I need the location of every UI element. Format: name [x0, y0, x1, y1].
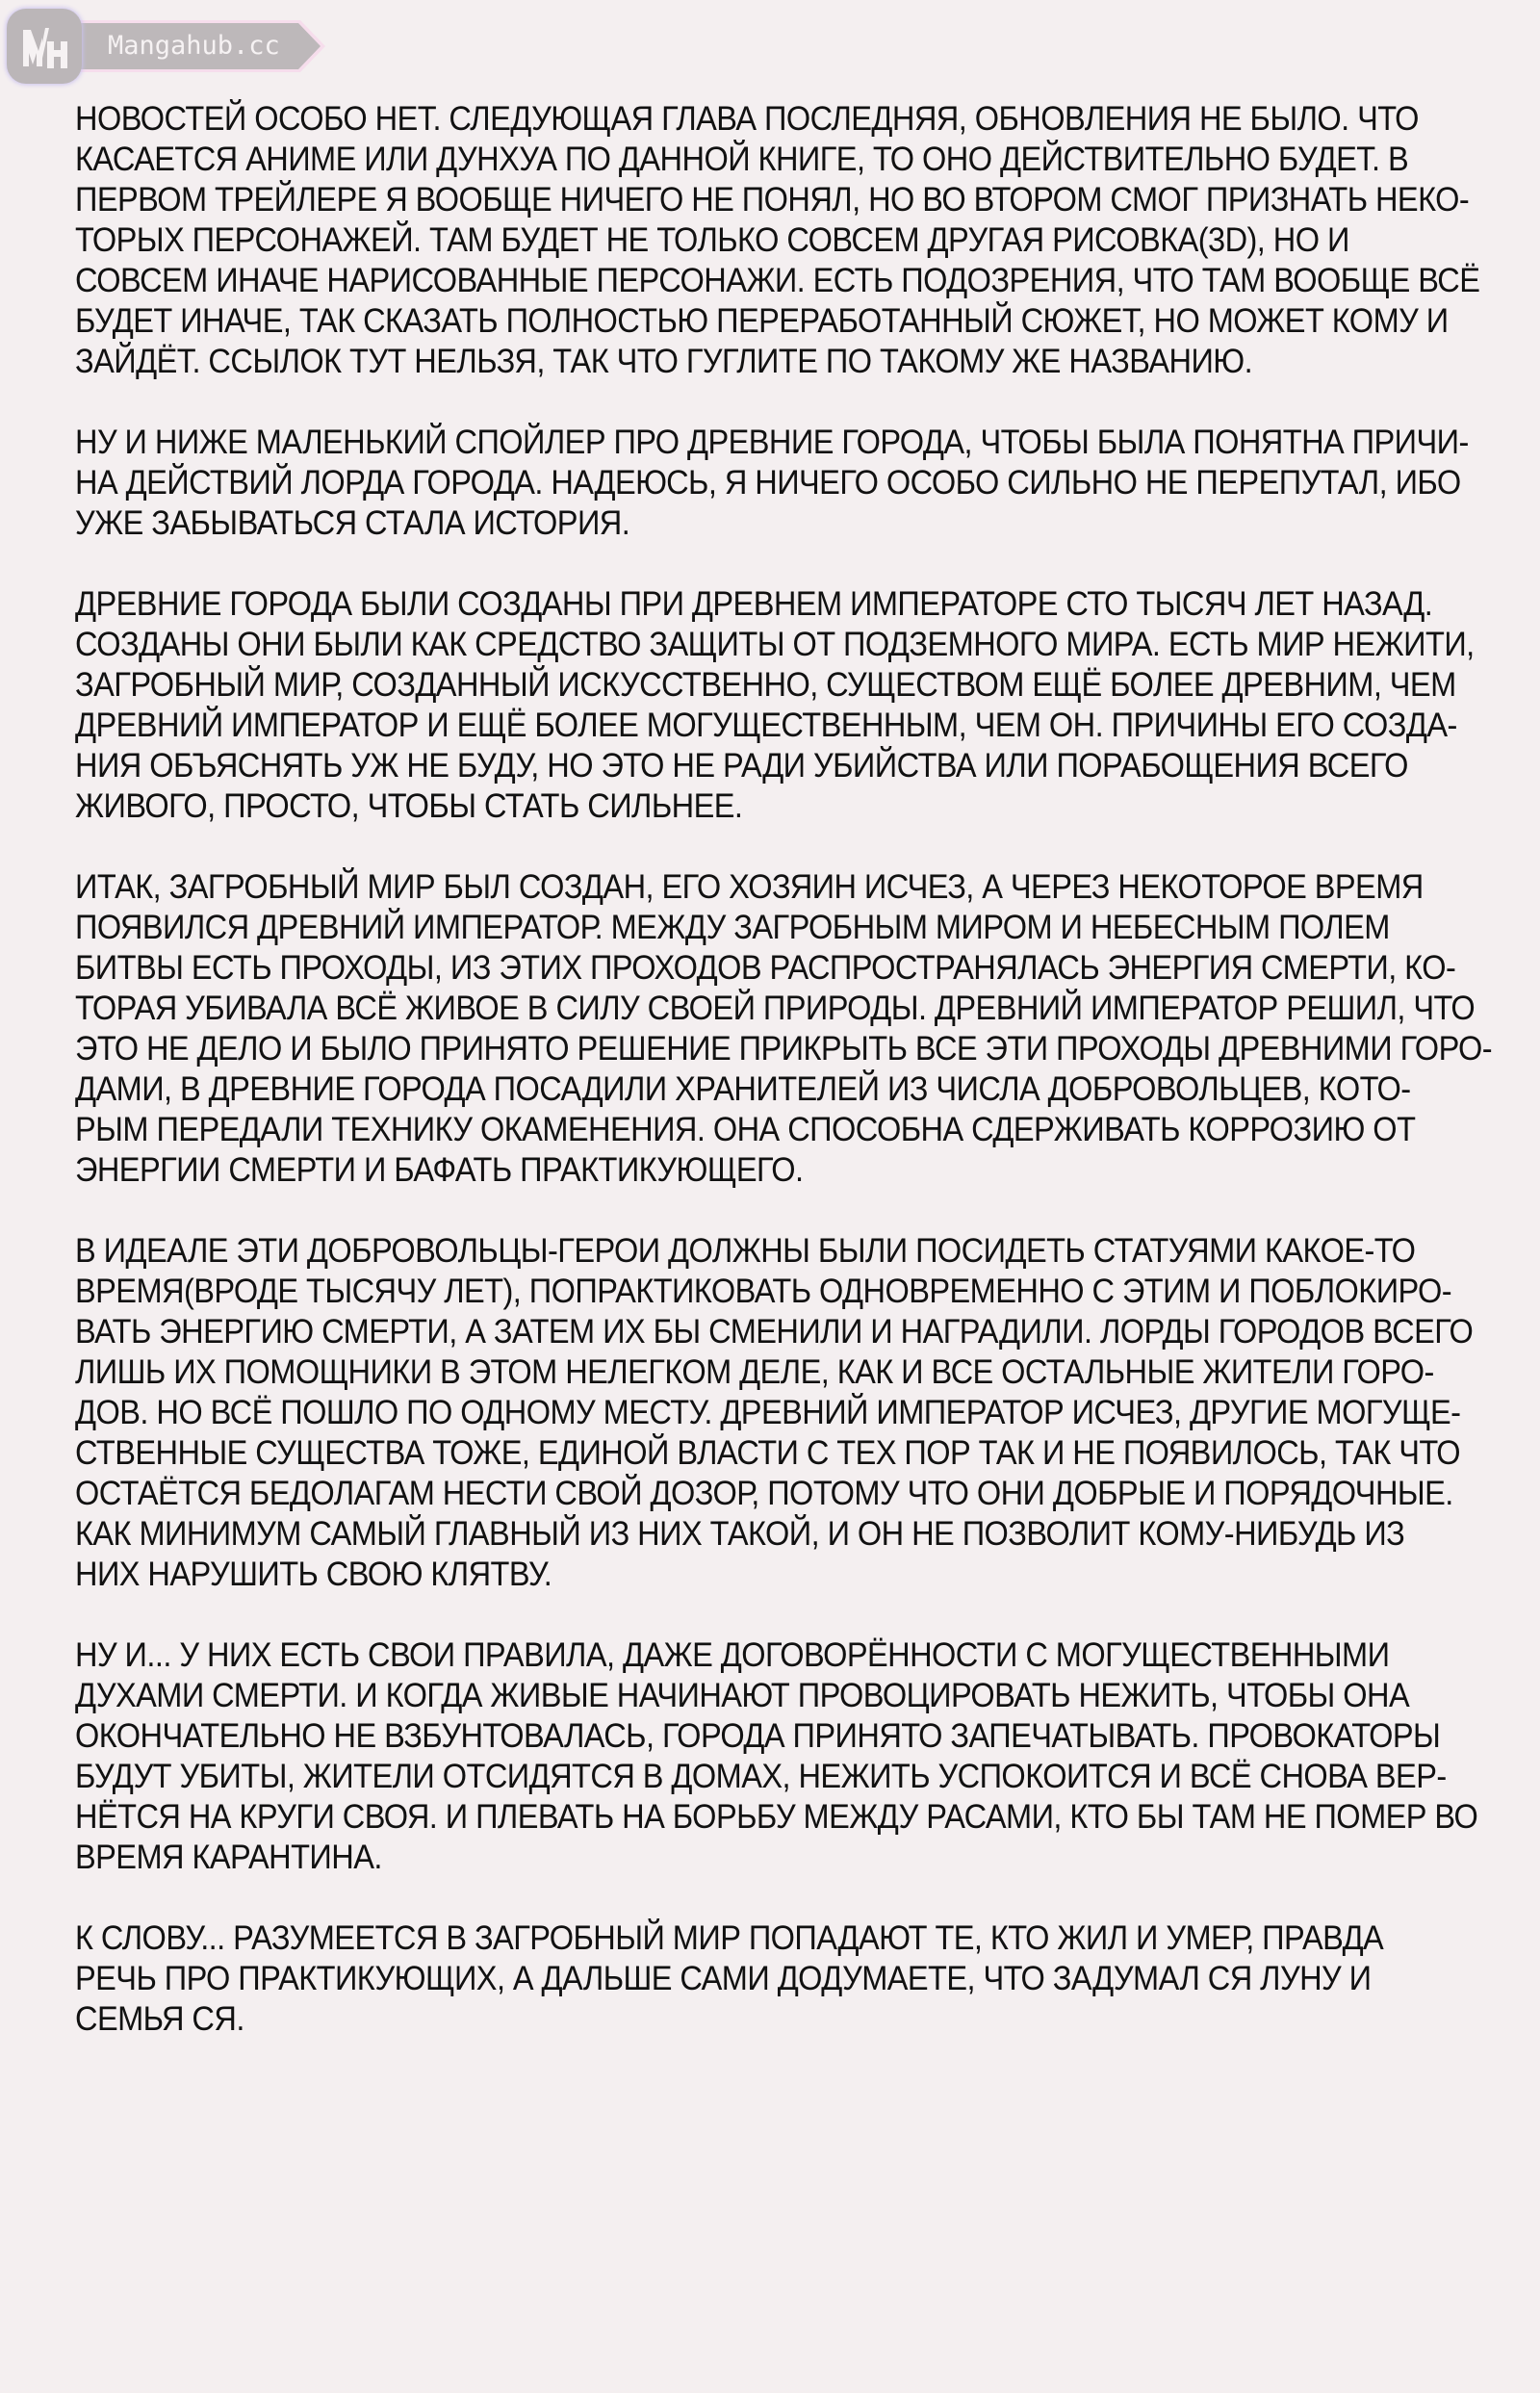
- text-line: ТОРЫХ ПЕРСОНАЖЕЙ. ТАМ БУДЕТ НЕ ТОЛЬКО СОВСЕМ ДРУГАЯ РИСОВКА(3D), НО И: [75, 221, 1349, 259]
- text-line: ЭТО НЕ ДЕЛО И БЫЛО ПРИНЯТО РЕШЕНИЕ ПРИКРЫТЬ ВСЕ ЭТИ ПРОХОДЫ ДРЕВНИМИ ГОРО-: [75, 1030, 1493, 1068]
- text-line: ДРЕВНИЕ ГОРОДА БЫЛИ СОЗДАНЫ ПРИ ДРЕВНЕМ ИМПЕРАТОРЕ СТО ТЫСЯЧ ЛЕТ НАЗАД.: [75, 585, 1433, 623]
- site-name-label: Mangahub.cc: [108, 31, 280, 61]
- text-line: ЭНЕРГИИ СМЕРТИ И БАФАТЬ ПРАКТИКУЮЩЕГО.: [75, 1151, 804, 1189]
- text-line: ОКОНЧАТЕЛЬНО НЕ ВЗБУНТОВАЛАСЬ, ГОРОДА ПРИНЯТО ЗАПЕЧАТЫВАТЬ. ПРОВОКАТОРЫ: [75, 1717, 1441, 1755]
- text-line: НА ДЕЙСТВИЙ ЛОРДА ГОРОДА. НАДЕЮСЬ, Я НИЧЕГО ОСОБО СИЛЬНО НЕ ПЕРЕПУТАЛ, ИБО: [75, 464, 1461, 502]
- paragraph: [75, 867, 1493, 1191]
- text-line: ТОРАЯ УБИВАЛА ВСЁ ЖИВОЕ В СИЛУ СВОЕЙ ПРИРОДЫ. ДРЕВНИЙ ИМПЕРАТОР РЕШИЛ, ЧТО: [75, 990, 1476, 1027]
- text-line: ВРЕМЯ КАРАНТИНА.: [75, 1839, 382, 1876]
- mangahub-logo-icon: [7, 9, 82, 84]
- text-line: ПЕРВОМ ТРЕЙЛЕРЕ Я ВООБЩЕ НИЧЕГО НЕ ПОНЯЛ, НО ВО ВТОРОМ СМОГ ПРИЗНАТЬ НЕКО-: [75, 181, 1470, 219]
- paragraph: [75, 1918, 1399, 2040]
- text-line: В ИДЕАЛЕ ЭТИ ДОБРОВОЛЬЦЫ-ГЕРОИ ДОЛЖНЫ БЫЛИ ПОСИДЕТЬ СТАТУЯМИ КАКОЕ-ТО: [75, 1232, 1416, 1270]
- text-line: ЗАЙДЁТ. ССЫЛОК ТУТ НЕЛЬЗЯ, ТАК ЧТО ГУГЛИТЕ ПО ТАКОМУ ЖЕ НАЗВАНИЮ.: [75, 343, 1253, 380]
- text-line: СЕМЬЯ СЯ.: [75, 2000, 244, 2038]
- paragraph: [75, 584, 1475, 827]
- text-line: ДАМИ, В ДРЕВНИЕ ГОРОДА ПОСАДИЛИ ХРАНИТЕЛЕЙ ИЗ ЧИСЛА ДОБРОВОЛЬЦЕВ, КОТО-: [75, 1070, 1411, 1108]
- text-line: К СЛОВУ... РАЗУМЕЕТСЯ В ЗАГРОБНЫЙ МИР ПОПАДАЮТ ТЕ, КТО ЖИЛ И УМЕР, ПРАВДА: [75, 1919, 1384, 1957]
- paragraph: [75, 99, 1480, 382]
- text-line: КАСАЕТСЯ АНИМЕ ИЛИ ДУНХУА ПО ДАННОЙ КНИГЕ, ТО ОНО ДЕЙСТВИТЕЛЬНО БУДЕТ. В: [75, 141, 1409, 178]
- text-line: СОВСЕМ ИНАЧЕ НАРИСОВАННЫЕ ПЕРСОНАЖИ. ЕСТЬ ПОДОЗРЕНИЯ, ЧТО ТАМ ВООБЩЕ ВСЁ: [75, 262, 1480, 299]
- text-line: БИТВЫ ЕСТЬ ПРОХОДЫ, ИЗ ЭТИХ ПРОХОДОВ РАСПРОСТРАНЯЛАСЬ ЭНЕРГИЯ СМЕРТИ, КО-: [75, 949, 1456, 987]
- text-line: ВАТЬ ЭНЕРГИЮ СМЕРТИ, А ЗАТЕМ ИХ БЫ СМЕНИЛИ И НАГРАДИЛИ. ЛОРДЫ ГОРОДОВ ВСЕГО: [75, 1313, 1474, 1351]
- text-line: СОЗДАНЫ ОНИ БЫЛИ КАК СРЕДСТВО ЗАЩИТЫ ОТ ПОДЗЕМНОГО МИРА. ЕСТЬ МИР НЕЖИТИ,: [75, 626, 1475, 663]
- text-line: НИХ НАРУШИТЬ СВОЮ КЛЯТВУ.: [75, 1556, 552, 1593]
- text-line: ОСТАЁТСЯ БЕДОЛАГАМ НЕСТИ СВОЙ ДОЗОР, ПОТОМУ ЧТО ОНИ ДОБРЫЕ И ПОРЯДОЧНЫЕ.: [75, 1475, 1453, 1512]
- text-line: НОВОСТЕЙ ОСОБО НЕТ. СЛЕДУЮЩАЯ ГЛАВА ПОСЛЕДНЯЯ, ОБНОВЛЕНИЯ НЕ БЫЛО. ЧТО: [75, 100, 1419, 138]
- text-line: ДРЕВНИЙ ИМПЕРАТОР И ЕЩЁ БОЛЕЕ МОГУЩЕСТВЕННЫМ, ЧЕМ ОН. ПРИЧИНЫ ЕГО СОЗДА-: [75, 707, 1457, 744]
- mangahub-watermark: [0, 0, 346, 96]
- text-line: РЕЧЬ ПРО ПРАКТИКУЮЩИХ, А ДАЛЬШЕ САМИ ДОДУМАЕТЕ, ЧТО ЗАДУМАЛ СЯ ЛУНУ И: [75, 1960, 1372, 1997]
- text-line: ВРЕМЯ(ВРОДЕ ТЫСЯЧУ ЛЕТ), ПОПРАКТИКОВАТЬ ОДНОВРЕМЕННО С ЭТИМ И ПОБЛОКИРО-: [75, 1273, 1452, 1310]
- text-line: ЛИШЬ ИХ ПОМОЩНИКИ В ЭТОМ НЕЛЕГКОМ ДЕЛЕ, КАК И ВСЕ ОСТАЛЬНЫЕ ЖИТЕЛИ ГОРО-: [75, 1353, 1434, 1391]
- text-line: БУДЕТ ИНАЧЕ, ТАК СКАЗАТЬ ПОЛНОСТЬЮ ПЕРЕРАБОТАННЫЙ СЮЖЕТ, НО МОЖЕТ КОМУ И: [75, 302, 1449, 340]
- text-line: НЁТСЯ НА КРУГИ СВОЯ. И ПЛЕВАТЬ НА БОРЬБУ МЕЖДУ РАСАМИ, КТО БЫ ТАМ НЕ ПОМЕР ВО: [75, 1798, 1478, 1836]
- text-line: ЖИВОГО, ПРОСТО, ЧТОБЫ СТАТЬ СИЛЬНЕЕ.: [75, 787, 743, 825]
- text-line: НИЯ ОБЪЯСНЯТЬ УЖ НЕ БУДУ, НО ЭТО НЕ РАДИ УБИЙСТВА ИЛИ ПОРАБОЩЕНИЯ ВСЕГО: [75, 747, 1408, 785]
- text-line: НУ И... У НИХ ЕСТЬ СВОИ ПРАВИЛА, ДАЖЕ ДОГОВОРЁННОСТИ С МОГУЩЕСТВЕННЫМИ: [75, 1636, 1390, 1674]
- text-line: ЗАГРОБНЫЙ МИР, СОЗДАННЫЙ ИСКУССТВЕННО, СУЩЕСТВОМ ЕЩЁ БОЛЕЕ ДРЕВНИМ, ЧЕМ: [75, 666, 1456, 704]
- text-line: ИТАК, ЗАГРОБНЫЙ МИР БЫЛ СОЗДАН, ЕГО ХОЗЯИН ИСЧЕЗ, А ЧЕРЕЗ НЕКОТОРОЕ ВРЕМЯ: [75, 868, 1424, 906]
- text-line: СТВЕННЫЕ СУЩЕСТВА ТОЖЕ, ЕДИНОЙ ВЛАСТИ С ТЕХ ПОР ТАК И НЕ ПОЯВИЛОСЬ, ТАК ЧТО: [75, 1434, 1461, 1472]
- text-line: УЖЕ ЗАБЫВАТЬСЯ СТАЛА ИСТОРИЯ.: [75, 504, 630, 542]
- text-line: ДУХАМИ СМЕРТИ. И КОГДА ЖИВЫЕ НАЧИНАЮТ ПРОВОЦИРОВАТЬ НЕЖИТЬ, ЧТОБЫ ОНА: [75, 1677, 1410, 1714]
- text-line: ПОЯВИЛСЯ ДРЕВНИЙ ИМПЕРАТОР. МЕЖДУ ЗАГРОБНЫМ МИРОМ И НЕБЕСНЫМ ПОЛЕМ: [75, 909, 1390, 946]
- paragraph: [75, 1231, 1474, 1595]
- text-line: КАК МИНИМУМ САМЫЙ ГЛАВНЫЙ ИЗ НИХ ТАКОЙ, И ОН НЕ ПОЗВОЛИТ КОМУ-НИБУДЬ ИЗ: [75, 1515, 1405, 1553]
- text-line: РЫМ ПЕРЕДАЛИ ТЕХНИКУ ОКАМЕНЕНИЯ. ОНА СПОСОБНА СДЕРЖИВАТЬ КОРРОЗИЮ ОТ: [75, 1111, 1416, 1148]
- paragraph: [75, 1635, 1478, 1878]
- text-line: ДОВ. НО ВСЁ ПОШЛО ПО ОДНОМУ МЕСТУ. ДРЕВНИЙ ИМПЕРАТОР ИСЧЕЗ, ДРУГИЕ МОГУЩЕ-: [75, 1394, 1461, 1431]
- mh-monogram-icon: [7, 9, 82, 84]
- paragraph: [75, 423, 1469, 544]
- text-line: НУ И НИЖЕ МАЛЕНЬКИЙ СПОЙЛЕР ПРО ДРЕВНИЕ ГОРОДА, ЧТОБЫ БЫЛА ПОНЯТНА ПРИЧИ-: [75, 424, 1469, 461]
- text-line: БУДУТ УБИТЫ, ЖИТЕЛИ ОТСИДЯТСЯ В ДОМАХ, НЕЖИТЬ УСПОКОИТСЯ И ВСЁ СНОВА ВЕР-: [75, 1758, 1447, 1795]
- translator-note: [75, 99, 1493, 2080]
